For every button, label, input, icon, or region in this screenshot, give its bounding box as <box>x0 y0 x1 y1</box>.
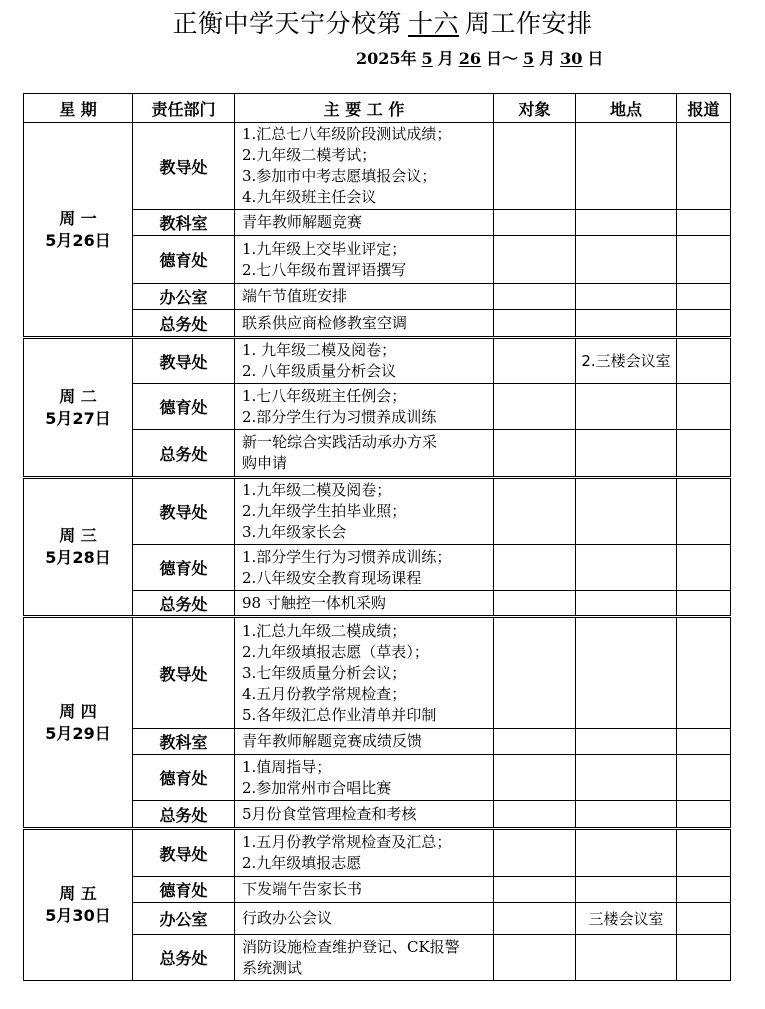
report-cell <box>677 935 731 981</box>
work-cell <box>235 236 494 284</box>
work-line: 系统测试 <box>242 958 303 977</box>
target-cell <box>494 829 576 877</box>
day-cell <box>24 338 133 478</box>
report-cell <box>677 236 731 284</box>
target-cell <box>494 210 576 236</box>
dept-cell: 办公室 <box>133 903 235 935</box>
work-line: 3.参加市中考志愿填报会议； <box>242 167 437 185</box>
report-cell <box>677 123 731 210</box>
work-cell <box>235 478 494 545</box>
target-cell <box>494 591 576 617</box>
date-end-day: 30 <box>560 49 583 68</box>
work-line: 新一轮综合实践活动承办方采 <box>242 433 438 451</box>
dept-cell: 教导处 <box>133 123 235 210</box>
work-line: 青年教师解题竞赛成绩反馈 <box>242 732 423 750</box>
work-line: 1.汇总七八年级阶段测试成绩； <box>242 125 452 143</box>
date-month-char-2: 月 <box>539 49 556 68</box>
target-cell <box>494 729 576 755</box>
target-cell <box>494 755 576 801</box>
header-work: 主 要 工 作 <box>235 94 494 123</box>
work-line: 行政办公会议 <box>242 909 333 927</box>
report-cell <box>677 617 731 729</box>
place-cell <box>576 430 677 478</box>
date-year: 2025 <box>356 49 401 68</box>
place-cell <box>576 591 677 617</box>
work-line: 青年教师解题竞赛 <box>242 213 363 231</box>
header-dept: 责任部门 <box>133 94 235 123</box>
header-target: 对象 <box>494 94 576 123</box>
report-cell <box>677 903 731 935</box>
work-cell <box>235 384 494 430</box>
dept-cell: 德育处 <box>133 236 235 284</box>
work-line: 2.九年级二模考试； <box>242 146 377 164</box>
title-suffix: 周工作安排 <box>465 9 593 38</box>
work-cell <box>235 903 494 935</box>
report-cell <box>677 310 731 338</box>
day-date: 5月30日 <box>45 906 111 925</box>
table-row <box>24 617 731 729</box>
place-cell <box>576 829 677 877</box>
report-cell <box>677 338 731 384</box>
work-line: 端午节值班安排 <box>242 287 348 305</box>
day-name: 周 一 <box>59 208 97 228</box>
work-cell <box>235 829 494 877</box>
table-row <box>24 338 731 384</box>
table-row <box>24 123 731 210</box>
report-cell <box>677 801 731 829</box>
day-name: 周 三 <box>59 526 97 545</box>
title-prefix: 正衡中学天宁分校第 <box>172 9 402 38</box>
work-cell <box>235 877 494 903</box>
place-cell <box>576 123 677 210</box>
dept-cell: 德育处 <box>133 755 235 801</box>
dept-cell: 德育处 <box>133 545 235 591</box>
dept-cell: 教导处 <box>133 617 235 729</box>
report-cell <box>677 284 731 310</box>
target-cell <box>494 478 576 545</box>
work-line: 2. 八年级质量分析会议 <box>242 362 397 380</box>
dept-cell: 教导处 <box>133 338 235 384</box>
day-cell <box>24 123 133 338</box>
work-line: 消防设施检查维护登记、CK报警 <box>242 937 460 956</box>
work-line: 1.五月份教学常规检查及汇总； <box>242 833 452 851</box>
dept-cell: 德育处 <box>133 384 235 430</box>
work-line: 下发端午告家长书 <box>242 880 363 898</box>
page-title <box>0 4 765 40</box>
work-line: 联系供应商检修教室空调 <box>242 313 408 332</box>
header-place: 地点 <box>576 94 677 123</box>
dept-cell: 总务处 <box>133 935 235 981</box>
place-cell <box>576 236 677 284</box>
work-line: 3.七年级质量分析会议； <box>242 663 407 682</box>
work-line: 1.汇总九年级二模成绩； <box>242 621 407 640</box>
work-cell <box>235 729 494 755</box>
place-cell <box>576 729 677 755</box>
date-end-month: 5 <box>523 49 535 68</box>
report-cell <box>677 729 731 755</box>
report-cell <box>677 210 731 236</box>
date-tilde: ～ <box>501 49 518 68</box>
place-cell <box>576 801 677 829</box>
date-day-char-1: 日 <box>485 49 502 68</box>
work-cell <box>235 591 494 617</box>
target-cell <box>494 384 576 430</box>
report-cell <box>677 545 731 591</box>
work-cell <box>235 617 494 729</box>
day-date: 5月26日 <box>45 230 111 250</box>
work-line: 5月份食堂管理检查和考核 <box>242 804 417 823</box>
work-cell <box>235 935 494 981</box>
work-line: 1.九年级二模及阅卷； <box>242 481 392 499</box>
place-cell <box>576 545 677 591</box>
work-line: 1. 九年级二模及阅卷； <box>242 341 397 359</box>
day-date: 5月27日 <box>45 408 111 428</box>
work-line: 2.部分学生行为习惯养成训练 <box>242 407 437 426</box>
place-cell <box>576 384 677 430</box>
work-cell <box>235 755 494 801</box>
dept-cell: 教科室 <box>133 729 235 755</box>
report-cell <box>677 755 731 801</box>
work-cell <box>235 210 494 236</box>
report-cell <box>677 430 731 478</box>
dept-cell: 总务处 <box>133 430 235 478</box>
target-cell <box>494 284 576 310</box>
dept-cell: 德育处 <box>133 877 235 903</box>
work-line: 1.部分学生行为习惯养成训练； <box>242 547 452 566</box>
work-line: 2.八年级安全教育现场课程 <box>242 568 422 587</box>
place-cell <box>576 617 677 729</box>
work-cell <box>235 310 494 338</box>
work-line: 3.九年级家长会 <box>242 523 347 541</box>
target-cell <box>494 236 576 284</box>
table-row <box>24 829 731 877</box>
day-name: 周 五 <box>59 884 97 903</box>
header-day: 星 期 <box>24 94 133 123</box>
place-cell <box>576 478 677 545</box>
work-line: 2.九年级学生拍毕业照； <box>242 502 407 520</box>
dept-cell: 办公室 <box>133 284 235 310</box>
work-line: 98 寸触控一体机采购 <box>242 593 386 612</box>
day-name: 周 二 <box>59 386 97 406</box>
work-cell <box>235 338 494 384</box>
work-line: 4.九年级班主任会议 <box>242 188 377 206</box>
work-line: 4.五月份教学常规检查； <box>242 684 407 703</box>
day-date: 5月29日 <box>45 723 111 743</box>
work-line: 2.九年级填报志愿（草表）； <box>242 642 429 661</box>
place-cell <box>576 284 677 310</box>
day-name: 周 四 <box>59 701 97 721</box>
place-cell <box>576 935 677 981</box>
dept-cell: 教导处 <box>133 829 235 877</box>
report-cell <box>677 829 731 877</box>
day-cell <box>24 617 133 829</box>
work-line: 购申请 <box>242 454 288 472</box>
date-month-char-1: 月 <box>437 49 454 68</box>
target-cell <box>494 617 576 729</box>
dept-cell: 总务处 <box>133 591 235 617</box>
dept-cell: 总务处 <box>133 310 235 338</box>
target-cell <box>494 338 576 384</box>
target-cell <box>494 310 576 338</box>
dept-cell: 教科室 <box>133 210 235 236</box>
place-cell: 三楼会议室 <box>576 903 677 935</box>
place-cell <box>576 755 677 801</box>
report-cell <box>677 877 731 903</box>
schedule-table <box>23 93 731 981</box>
header-report: 报道 <box>677 94 731 123</box>
work-line: 2.九年级填报志愿 <box>242 854 362 872</box>
date-year-char: 年 <box>400 49 417 68</box>
table-row <box>24 478 731 545</box>
work-cell <box>235 123 494 210</box>
work-cell <box>235 284 494 310</box>
dept-cell: 教导处 <box>133 478 235 545</box>
report-cell <box>677 591 731 617</box>
target-cell <box>494 801 576 829</box>
day-date: 5月28日 <box>45 548 111 567</box>
target-cell <box>494 877 576 903</box>
date-day-char-2: 日 <box>587 49 604 68</box>
report-cell <box>677 478 731 545</box>
place-cell <box>576 877 677 903</box>
day-cell <box>24 478 133 617</box>
work-cell <box>235 801 494 829</box>
work-line: 5.各年级汇总作业清单并印制 <box>242 705 437 724</box>
target-cell <box>494 123 576 210</box>
date-range <box>356 46 603 69</box>
target-cell <box>494 545 576 591</box>
date-start-day: 26 <box>458 49 481 68</box>
dept-cell: 总务处 <box>133 801 235 829</box>
work-line: 1.九年级上交毕业评定； <box>242 239 407 258</box>
work-cell <box>235 545 494 591</box>
work-line: 1.七八年级班主任例会； <box>242 386 407 405</box>
target-cell <box>494 430 576 478</box>
place-cell <box>576 310 677 338</box>
report-cell <box>677 384 731 430</box>
date-start-month: 5 <box>421 49 433 68</box>
work-line: 2.参加常州市合唱比赛 <box>242 778 392 797</box>
place-cell <box>576 210 677 236</box>
schedule-body <box>24 123 731 981</box>
work-cell <box>235 430 494 478</box>
work-line: 1.值周指导； <box>242 757 332 776</box>
place-cell: 2.三楼会议室 <box>576 338 677 384</box>
target-cell <box>494 935 576 981</box>
header-row <box>24 94 731 123</box>
work-line: 2.七八年级布置评语撰写 <box>242 260 407 279</box>
day-cell <box>24 829 133 981</box>
title-week: 十六 <box>407 9 459 38</box>
target-cell <box>494 903 576 935</box>
